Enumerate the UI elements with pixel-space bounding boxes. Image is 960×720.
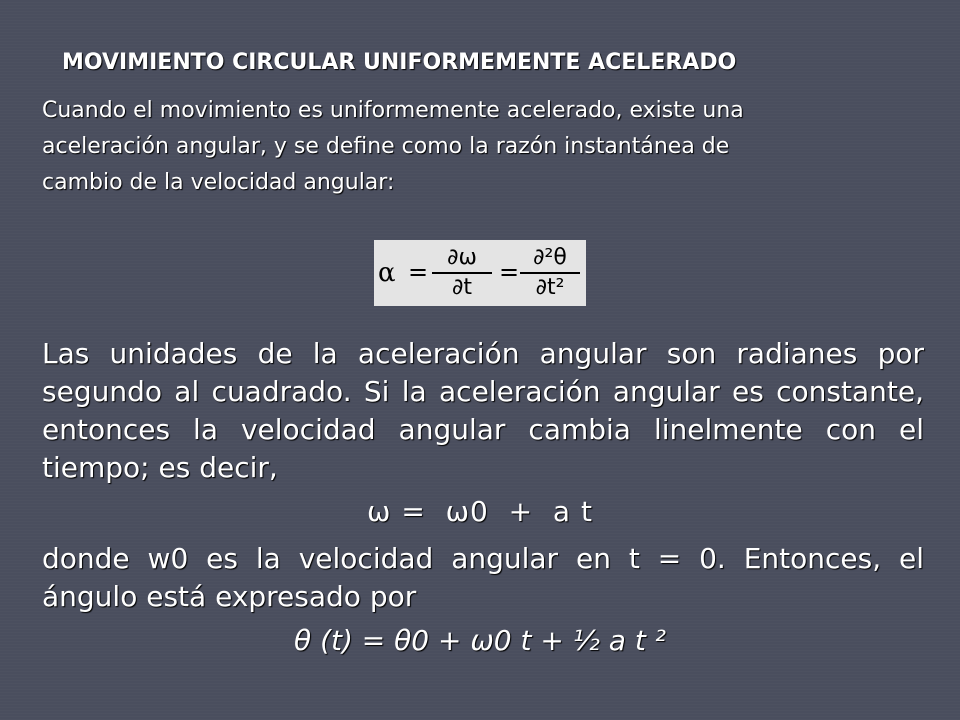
fraction-numerator: ∂²θ: [533, 245, 567, 270]
fraction-bar: [432, 272, 492, 274]
units-paragraph: [42, 335, 924, 487]
intro-line: Cuando el movimiento es uniformemente acelerado, existe una: [42, 98, 744, 123]
body-line: tiempo; es decir,: [42, 451, 278, 484]
formula-fraction-2: [520, 245, 580, 301]
angular-acceleration-formula: [374, 240, 586, 306]
formula-equals: =: [408, 258, 429, 286]
intro-line: cambio de la velocidad angular:: [42, 170, 395, 195]
formula-equals: =: [499, 258, 520, 286]
formula-fraction-1: [432, 245, 492, 301]
angular-velocity-equation: ω = ω0 + a t: [367, 495, 593, 528]
fraction-denominator: ∂t²: [535, 275, 565, 300]
body-line: segundo al cuadrado. Si la aceleración angular es constante,: [42, 375, 924, 408]
intro-line: aceleración angular, y se define como la razón instantánea de: [42, 134, 730, 159]
formula-alpha: α: [378, 258, 396, 288]
angle-equation: θ (t) = θ0 + ω0 t + ½ a t ²: [294, 624, 666, 657]
fraction-numerator: ∂ω: [447, 245, 477, 270]
slide-title: MOVIMIENTO CIRCULAR UNIFORMEMENTE ACELERADO: [62, 50, 737, 75]
body-line: entonces la velocidad angular cambia linelmente con el: [42, 413, 924, 446]
intro-paragraph: [42, 93, 922, 201]
fraction-denominator: ∂t: [451, 275, 472, 300]
body-line: ángulo está expresado por: [42, 580, 417, 613]
body-line: donde w0 es la velocidad angular en t = 0. Entonces, el: [42, 542, 924, 575]
fraction-bar: [520, 272, 580, 274]
body-line: Las unidades de la aceleración angular son radianes por: [42, 337, 924, 370]
angle-paragraph: [42, 540, 924, 616]
